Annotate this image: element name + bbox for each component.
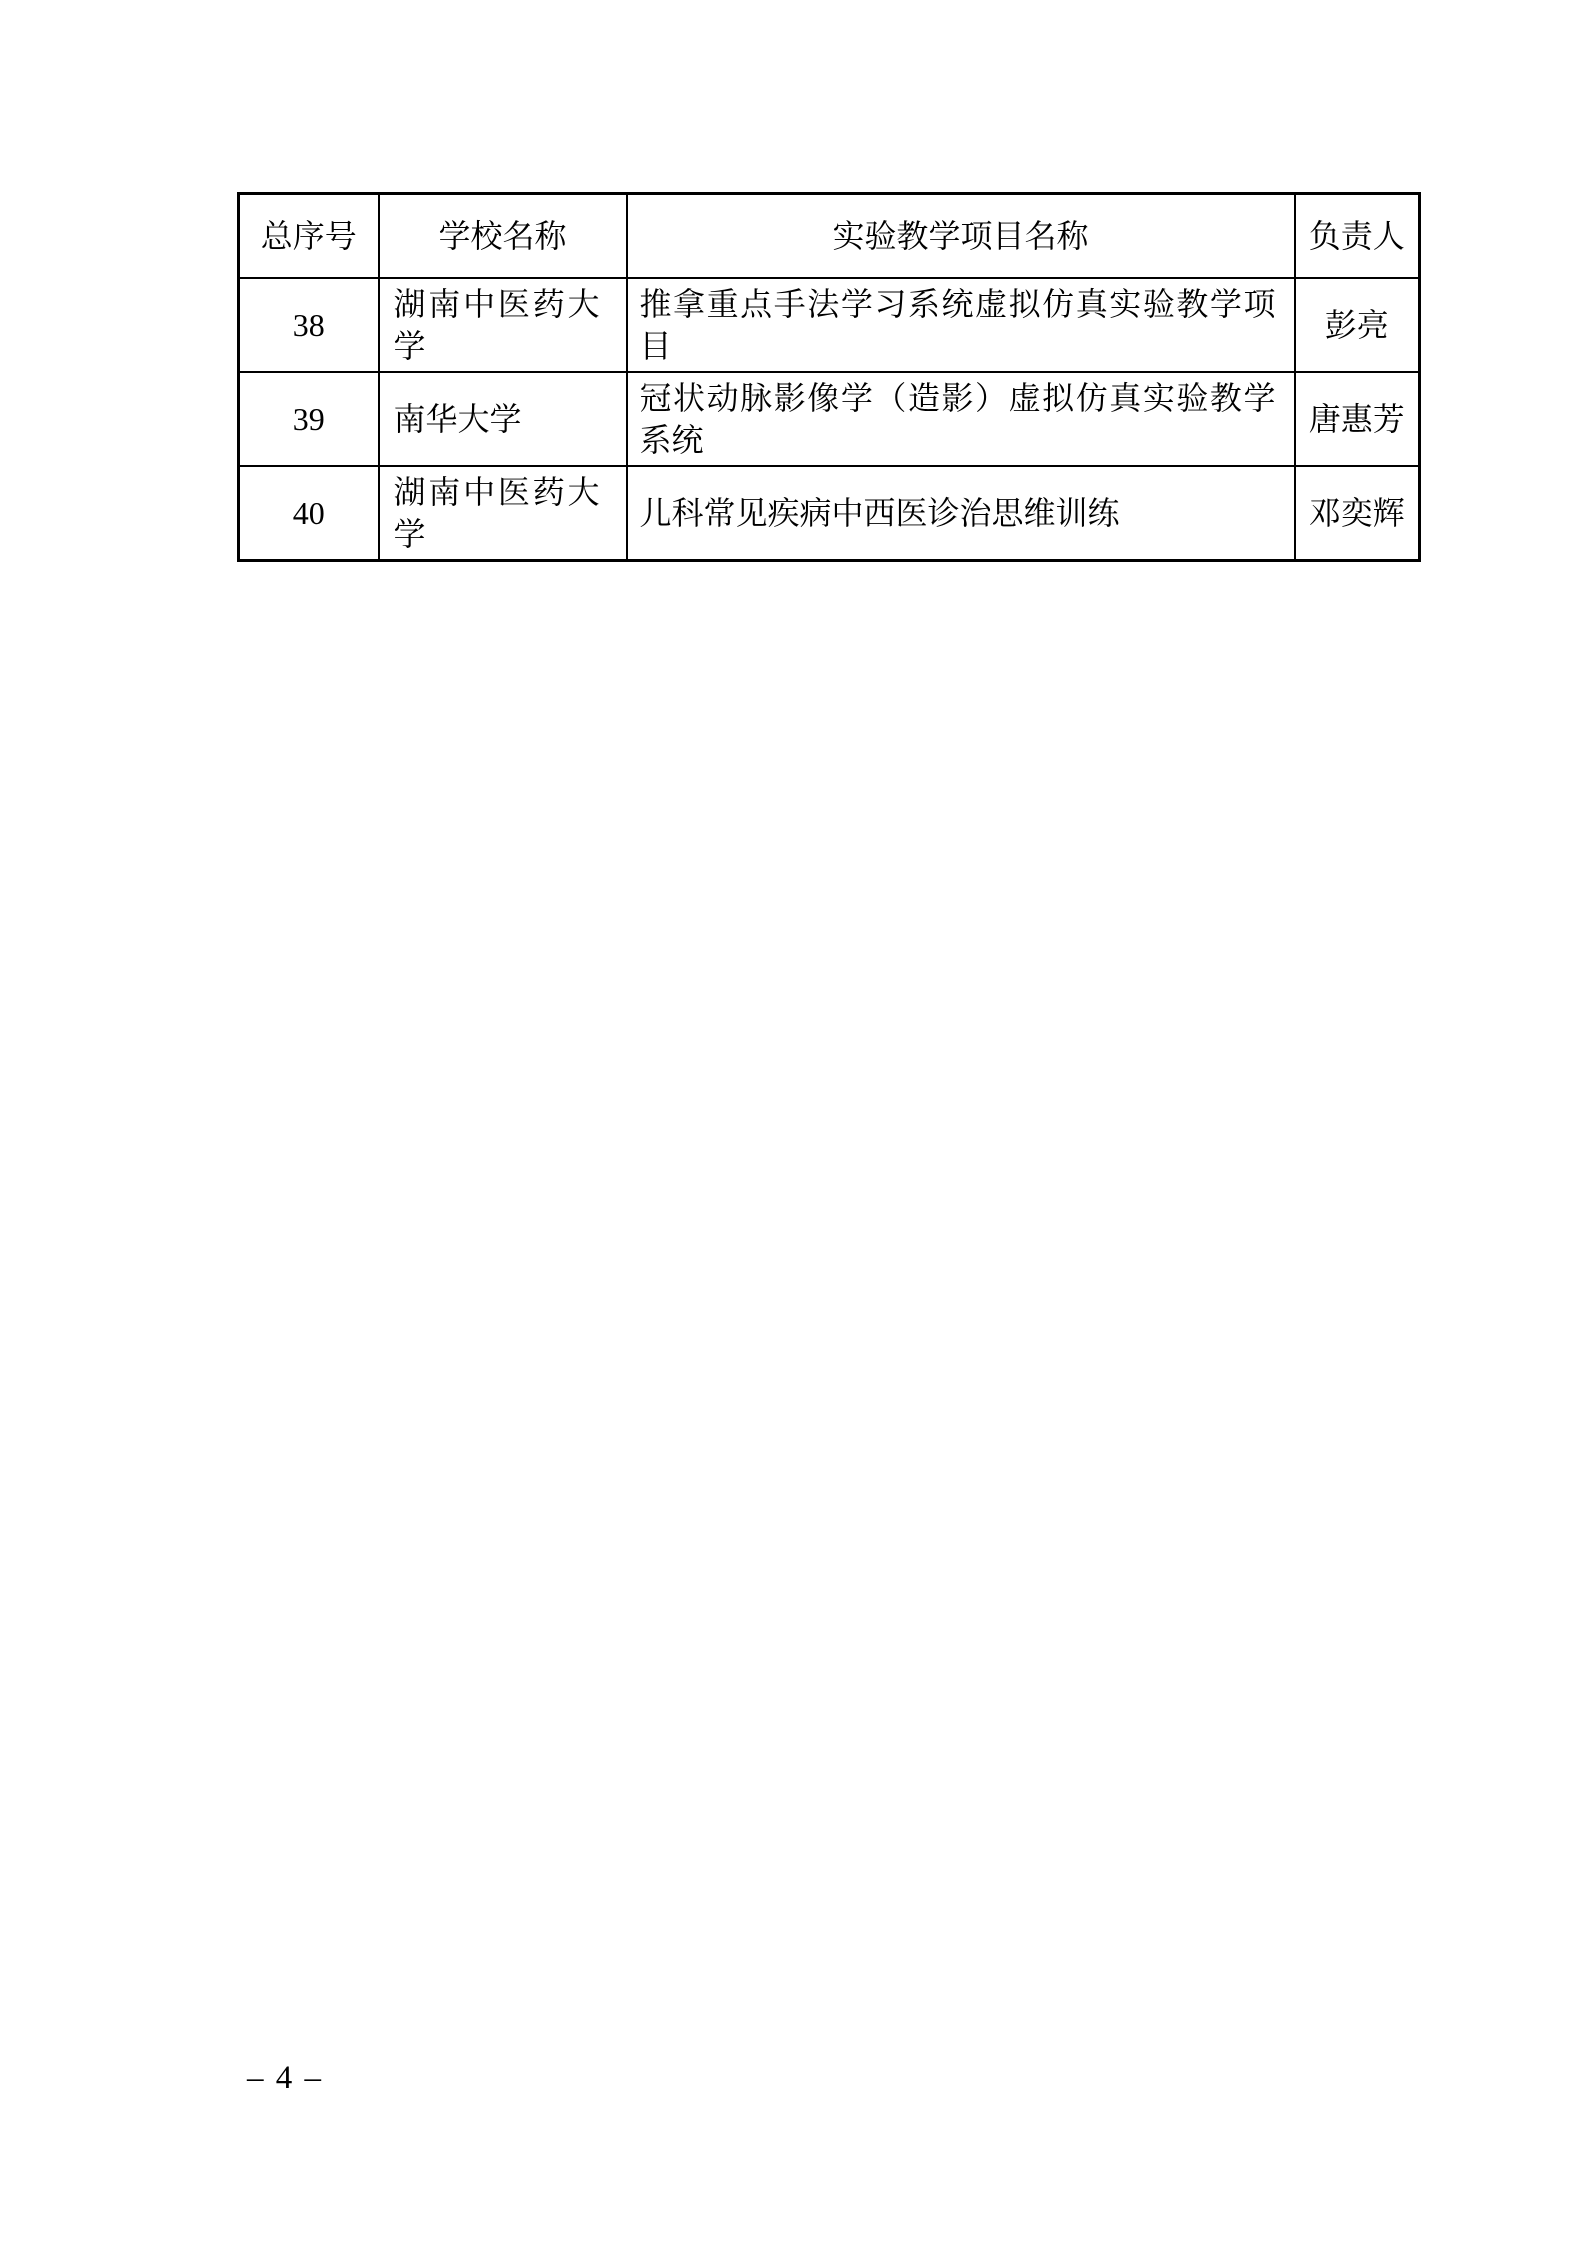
header-school-name: 学校名称 (379, 194, 627, 278)
header-project-name: 实验教学项目名称 (627, 194, 1295, 278)
page-number: – 4 – (247, 2060, 323, 2096)
cell-leader: 彭亮 (1295, 278, 1420, 372)
cell-school-name: 湖南中医药大学 (379, 466, 627, 561)
header-leader: 负责人 (1295, 194, 1420, 278)
cell-project-name: 冠状动脉影像学（造影）虚拟仿真实验教学系统 (627, 372, 1295, 466)
cell-leader: 邓奕辉 (1295, 466, 1420, 561)
cell-school-name: 湖南中医药大学 (379, 278, 627, 372)
cell-serial-number: 40 (239, 466, 379, 561)
table-header-row (239, 194, 1420, 278)
cell-serial-number: 38 (239, 278, 379, 372)
cell-serial-number: 39 (239, 372, 379, 466)
cell-project-name: 儿科常见疾病中西医诊治思维训练 (627, 466, 1295, 561)
header-serial-number: 总序号 (239, 194, 379, 278)
table-row (239, 466, 1420, 561)
project-list-table (237, 192, 1421, 562)
table-row (239, 278, 1420, 372)
cell-project-name: 推拿重点手法学习系统虚拟仿真实验教学项目 (627, 278, 1295, 372)
cell-school-name: 南华大学 (379, 372, 627, 466)
cell-leader: 唐惠芳 (1295, 372, 1420, 466)
table-row (239, 372, 1420, 466)
